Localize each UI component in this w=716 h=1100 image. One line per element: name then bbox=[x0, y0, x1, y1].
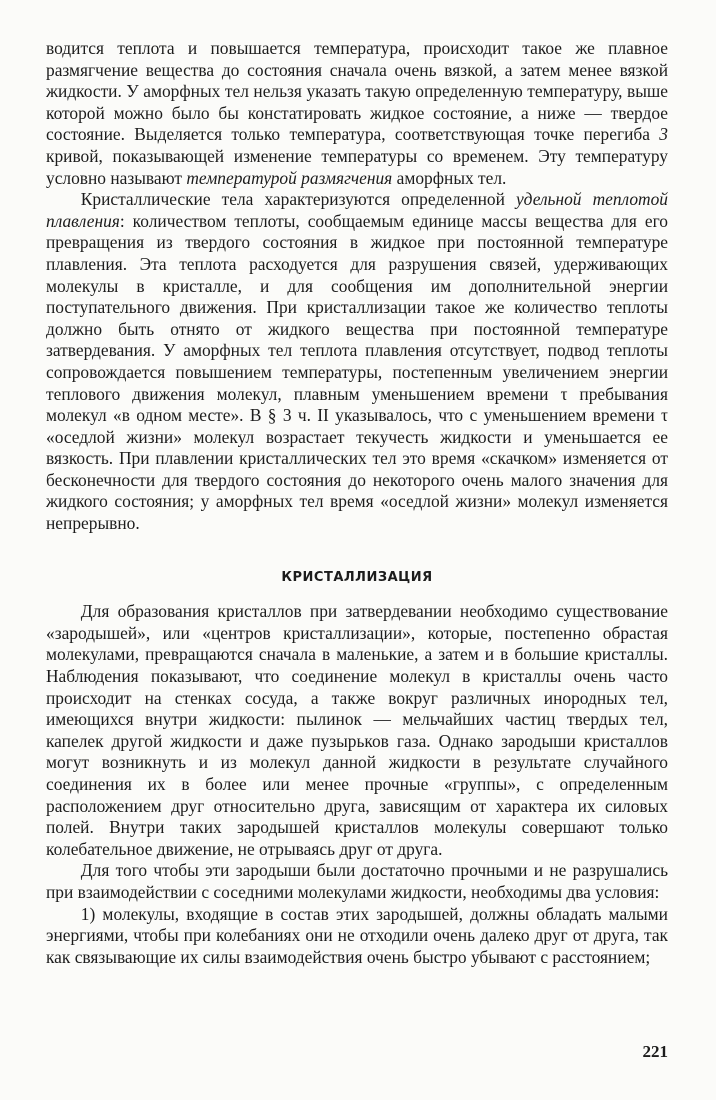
section-heading bbox=[46, 567, 668, 589]
text-run: кривой, показывающей изменение температуры со временем. Эту температуру условно называют bbox=[46, 145, 668, 188]
italic-term: 3 bbox=[659, 124, 668, 145]
text-column bbox=[46, 38, 668, 968]
text-run: Кристаллические тела характеризуются определенной bbox=[80, 189, 517, 210]
paragraph bbox=[46, 904, 668, 969]
paragraph bbox=[46, 38, 668, 189]
text-run: Для образования кристаллов при затвердевании необходимо существование «зародышей», или «центров кристаллизации», которые, постепенно обрастая молекулами, превращаются сначала в маленькие, а затем и в большие кристаллы. Наблюдения показывают, что соединение молекул в кристаллы очень часто происходит на стенках сосуда, а также вокруг различных инородных тел, имеющихся внутри жидкости: пылинок — мельчайших частиц твердых тел, капелек другой жидкости и даже пузырьков газа. Однако зародыши кристаллов могут возникнуть и из молекул данной жидкости в результате случайного соединения их в более или менее прочные «группы», с определенным расположением друг относительно друга, зависящим от характера их силовых полей. Внутри таких зародышей кристаллов молекулы совершают только колебательное движение, не отрываясь друг от друга. bbox=[46, 601, 668, 859]
text-run: 1) молекулы, входящие в состав этих зародышей, должны обладать малыми энергиями, чтобы при колебаниях они не отходили очень далеко друг от друга, так как связывающие их силы взаимодействия очень быстро убывают с расстоянием; bbox=[46, 903, 668, 967]
paragraph bbox=[46, 601, 668, 860]
text-run: : количеством теплоты, сообщаемым единице массы вещества для его превращения из твердого состояния в жидкое при постоянной температуре плавления. Эта теплота расходуется для разрушения связей, удерживающих молекулы в кристалле, и для сообщения им дополнительной энергии поступательного движения. При кристаллизации такое же количество теплоты должно быть отнято от жидкого вещества при постоянной температуре затвердевания. У аморфных тел теплота плавления отсутствует, подвод теплоты сопровождается повышением температуры, постепенным увеличением энергии теплового движения молекул, плавным уменьшением времени τ пребывания молекул «в одном месте». В § 3 ч. II указывалось, что с уменьшением времени τ «оседлой жизни» молекул возрастает текучесть жидкости и уменьшается ее вязкость. При плавлении кристаллических тел это время «скачком» изменяется от бесконечности для твердого состояния до некоторого очень малого значения для жидкого состояния; у аморфных тел время «оседлой жизни» молекул изменяется непрерывно. bbox=[46, 210, 668, 534]
page-number: 221 bbox=[642, 1042, 668, 1061]
paragraph bbox=[46, 860, 668, 903]
text-run: аморфных тел. bbox=[392, 167, 507, 188]
text-run: водится теплота и повышается температура, происходит такое же плавное размягчение вещества до состояния сначала очень вязкой, а затем менее вязкой жидкости. У аморфных тел нельзя указать такую определенную температуру, выше которой можно было бы констатировать жидкое состояние, а ниже — твердое состояние. Выделяется только температура, соответствующая точке перегиба bbox=[46, 38, 668, 145]
italic-term: температурой размягчения bbox=[186, 167, 393, 188]
paragraph bbox=[46, 189, 668, 535]
italic-term: удельной теплотой плавления bbox=[46, 189, 668, 231]
text-run: Для того чтобы эти зародыши были достаточно прочными и не разрушались при взаимодействии с соседними молекулами жидкости, необходимы два условия: bbox=[46, 860, 668, 902]
text-run: КРИСТАЛЛИЗАЦИЯ bbox=[281, 569, 433, 585]
